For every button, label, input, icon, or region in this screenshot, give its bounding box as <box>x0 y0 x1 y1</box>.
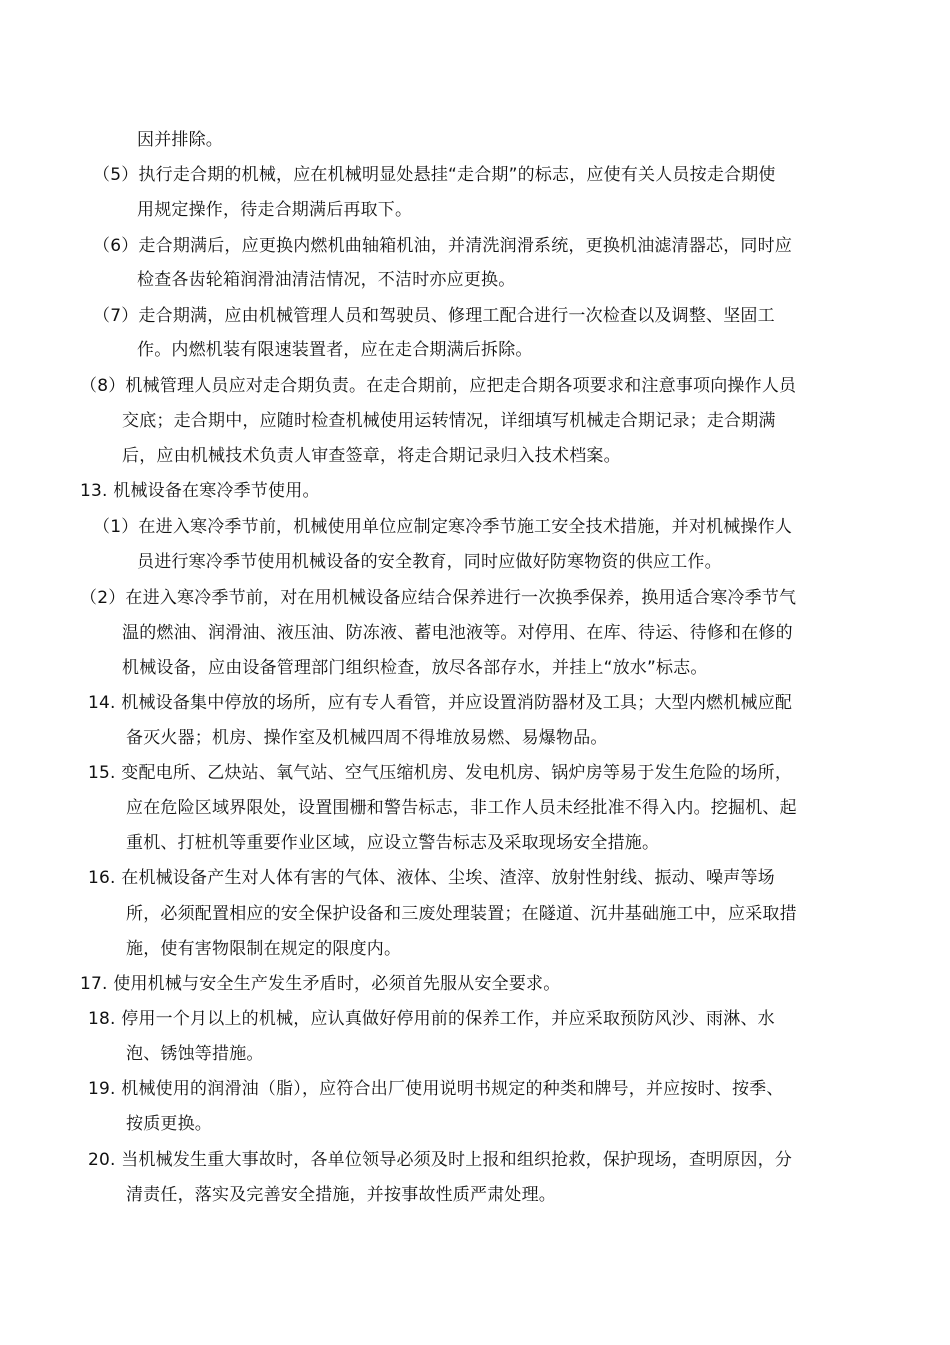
text-line: 泡、锈蚀等措施。 <box>126 1044 264 1064</box>
text-line: 作。内燃机装有限速装置者，应在走合期满后拆除。 <box>137 340 533 360</box>
text-line: 后，应由机械技术负责人审查签章，将走合期记录归入技术档案。 <box>122 446 621 466</box>
numbered-item: 18. 停用一个月以上的机械，应认真做好停用前的保养工作，并应采取预防风沙、雨淋、水 <box>88 1009 775 1029</box>
text-line: 因并排除。 <box>137 130 223 150</box>
text-line: 温的燃油、润滑油、液压油、防冻液、蓄电池液等。对停用、在库、待运、待修和在修的 <box>122 623 793 643</box>
numbered-item: 14. 机械设备集中停放的场所，应有专人看管，并应设置消防器材及工具；大型内燃机械应配 <box>88 693 793 713</box>
text-line: （2）在进入寒冷季节前，对在用机械设备应结合保养进行一次换季保养，换用适合寒冷季节气 <box>80 588 797 608</box>
text-line: 应在危险区域界限处，设置围栅和警告标志，非工作人员未经批准不得入内。挖掘机、起 <box>126 798 797 818</box>
numbered-item: 16. 在机械设备产生对人体有害的气体、液体、尘埃、渣滓、放射性射线、振动、噪声等场 <box>88 868 775 888</box>
text-line: （1）在进入寒冷季节前，机械使用单位应制定寒冷季节施工安全技术措施，并对机械操作人 <box>93 517 793 537</box>
text-line: （6）走合期满后，应更换内燃机曲轴箱机油，并清洗润滑系统，更换机油滤清器芯，同时应 <box>93 236 793 256</box>
text-line: 检查各齿轮箱润滑油清洁情况，不洁时亦应更换。 <box>137 270 516 290</box>
text-line: 员进行寒冷季节使用机械设备的安全教育，同时应做好防寒物资的供应工作。 <box>137 552 722 572</box>
text-line: 所，必须配置相应的安全保护设备和三废处理装置；在隧道、沉井基础施工中，应采取措 <box>126 904 797 924</box>
text-line: 清责任，落实及完善安全措施，并按事故性质严肃处理。 <box>126 1185 556 1205</box>
text-line: （7）走合期满，应由机械管理人员和驾驶员、修理工配合进行一次检查以及调整、坚固工 <box>93 306 775 326</box>
numbered-item: 17. 使用机械与安全生产发生矛盾时，必须首先服从安全要求。 <box>80 974 561 994</box>
text-line: （5）执行走合期的机械，应在机械明显处悬挂“走合期”的标志，应使有关人员按走合期使 <box>93 165 776 185</box>
text-line: 用规定操作，待走合期满后再取下。 <box>137 200 413 220</box>
text-line: 机械设备，应由设备管理部门组织检查，放尽各部存水，并挂上“放水”标志。 <box>122 658 708 678</box>
text-line: 备灭火器；机房、操作室及机械四周不得堆放易燃、易爆物品。 <box>126 728 608 748</box>
text-line: 交底；走合期中，应随时检查机械使用运转情况，详细填写机械走合期记录；走合期满 <box>122 411 776 431</box>
section-heading: 13. 机械设备在寒冷季节使用。 <box>80 481 320 501</box>
text-line: 施，使有害物限制在规定的限度内。 <box>126 939 402 959</box>
text-line: 按质更换。 <box>126 1114 212 1134</box>
text-line: 重机、打桩机等重要作业区域，应设立警告标志及采取现场安全措施。 <box>126 833 660 853</box>
numbered-item: 20. 当机械发生重大事故时，各单位领导必须及时上报和组织抢救，保护现场，查明原因，分 <box>88 1150 793 1170</box>
numbered-item: 19. 机械使用的润滑油（脂），应符合出厂使用说明书规定的种类和牌号，并应按时、按季、 <box>88 1079 784 1099</box>
numbered-item: 15. 变配电所、乙炔站、氧气站、空气压缩机房、发电机房、锅炉房等易于发生危险的场所， <box>88 763 793 783</box>
text-line: （8）机械管理人员应对走合期负责。在走合期前，应把走合期各项要求和注意事项向操作人员 <box>80 376 797 396</box>
